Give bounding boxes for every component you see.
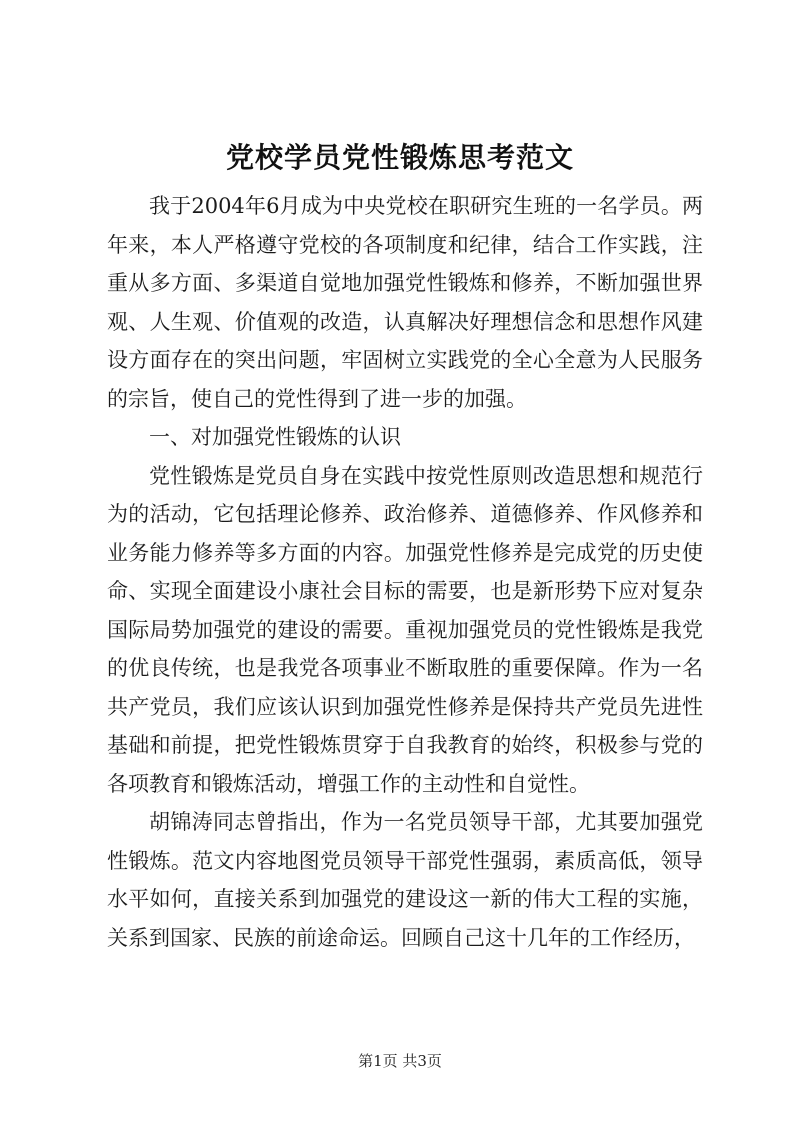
paragraph-party-training: 党性锻炼是党员自身在实践中按党性原则改造思想和规范行为的活动，它包括理论修养、政治修养、道德修养、作风修养和业务能力修养等多方面的内容。加强党性修养是完成党的历史使命、实现全面建设小康社会目标的需要，也是新形势下应对复杂国际局势加强党的建设的需要。重视加强党员的党性锻炼是我党的优良传统，也是我党各项事业不断取胜的重要保障。作为一名共产党员，我们应该认识到加强党性修养是保持共产党员先进性基础和前提，把党性锻炼贯穿于自我教育的始终，积极参与党的各项教育和锻炼活动，增强工作的主动性和自觉性。 [107,463,703,796]
section-heading: 一、对加强党性锻炼的认识 [149,425,401,449]
page-number-footer: 第1页 共3页 [358,1052,442,1070]
document-title: 党校学员党性锻炼思考范文 [225,141,574,174]
document-body [107,187,703,957]
paragraph-hu-jintao: 胡锦涛同志曾指出，作为一名党员领导干部，尤其要加强党性锻炼。范文内容地图党员领导干部党性强弱，素质高低，领导水平如何，直接关系到加强党的建设这一新的伟大工程的实施，关系到国家、民族的前途命运。回顾自己这十几年的工作经历， [107,810,703,950]
paragraph-intro: 我于2004年6月成为中央党校在职研究生班的一名学员。两年来，本人严格遵守党校的各项制度和纪律，结合工作实践，注重从多方面、多渠道自觉地加强党性锻炼和修养，不断加强世界观、人生观、价值观的改造，认真解决好理想信念和思想作风建设方面存在的突出问题，牢固树立实践党的全心全意为人民服务的宗旨，使自己的党性得到了进一步的加强。 [107,194,703,411]
